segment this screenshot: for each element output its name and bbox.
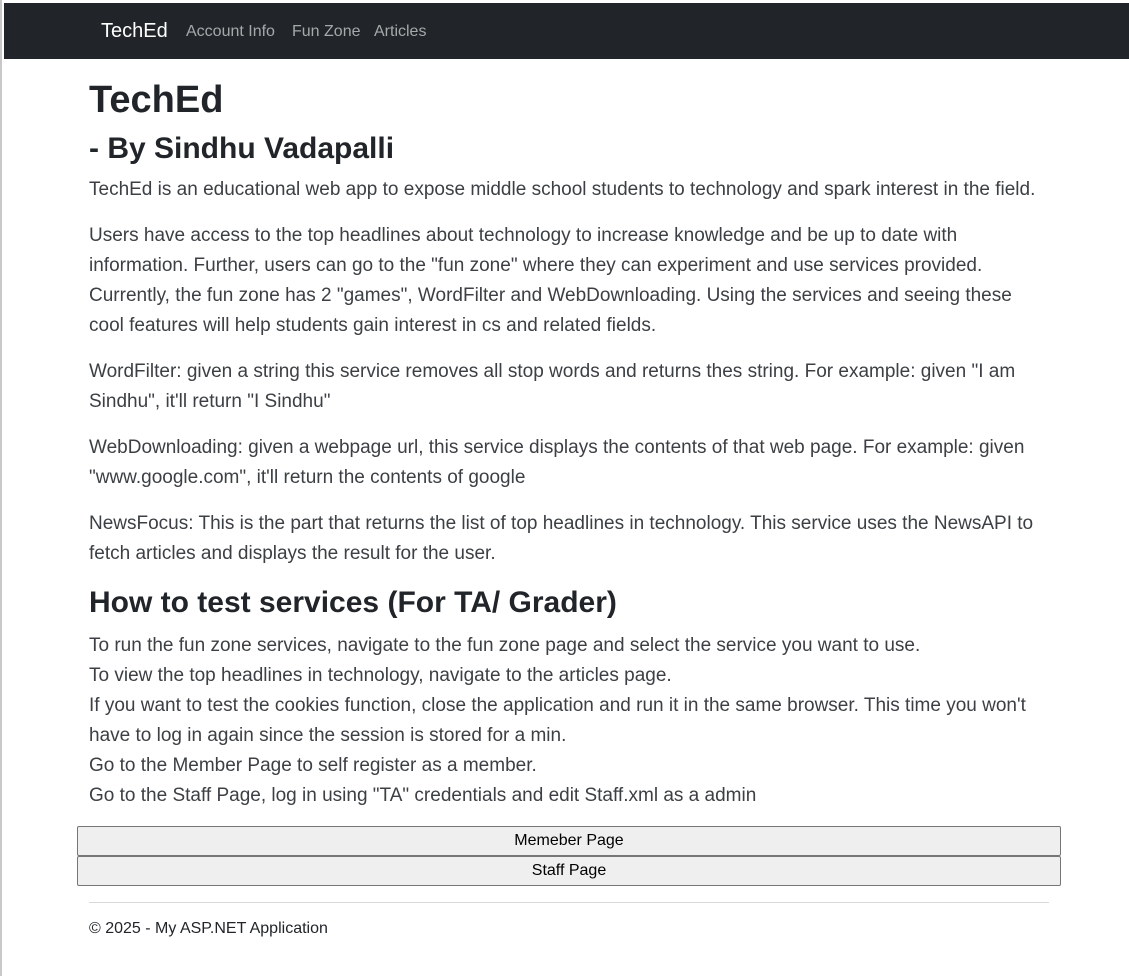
- navbar: [4, 3, 1129, 59]
- wordfilter-paragraph: WordFilter: given a string this service removes all stop words and returns thes string. For example: given "I am Sindhu", it'll return "I Sindhu": [89, 361, 1016, 412]
- page-byline: - By Sindhu Vadapalli: [89, 132, 395, 165]
- navbar-brand[interactable]: TechEd: [101, 20, 168, 42]
- howto-instructions: [89, 631, 1049, 811]
- footer-divider: [89, 902, 1049, 903]
- staff-page-button[interactable]: Staff Page: [77, 856, 1061, 886]
- nav-link-articles[interactable]: Articles: [374, 23, 427, 40]
- nav-link-account-info[interactable]: Account Info: [186, 23, 275, 40]
- howto-line-articles: To view the top headlines in technology, navigate to the articles page.: [89, 665, 672, 686]
- nav-link-fun-zone[interactable]: Fun Zone: [292, 23, 361, 40]
- newsfocus-paragraph: NewsFocus: This is the part that returns the list of top headlines in technology. This service uses the NewsAPI to fetch articles and displays the result for the user.: [89, 513, 1034, 564]
- howto-line-fun-zone: To run the fun zone services, navigate to the fun zone page and select the service you want to use.: [89, 635, 921, 656]
- howto-line-member: Go to the Member Page to self register as a member.: [89, 755, 537, 776]
- member-page-button[interactable]: Memeber Page: [77, 826, 1061, 856]
- howto-line-staff: Go to the Staff Page, log in using "TA" credentials and edit Staff.xml as a admin: [89, 785, 757, 806]
- intro-paragraph: TechEd is an educational web app to expose middle school students to technology and spark interest in the field.: [89, 179, 1036, 200]
- howto-line-cookies: If you want to test the cookies function, close the application and run it in the same browser. This time you won't have to log in again since the session is stored for a min.: [89, 695, 1026, 746]
- footer-copyright: © 2025 - My ASP.NET Application: [89, 920, 328, 937]
- webdownloading-paragraph: WebDownloading: given a webpage url, this service displays the contents of that web page. For example: given "www.google.com", it'll return the contents of google: [89, 437, 1025, 488]
- features-paragraph: Users have access to the top headlines about technology to increase knowledge and be up to date with information. Further, users can go to the "fun zone" where they can experiment and use services provided. Currently, the fun zone has 2 "games", WordFilter and WebDownloading. Using the services and seeing these cool features will help students gain interest in cs and related fields.: [89, 225, 1012, 336]
- howto-heading: How to test services (For TA/ Grader): [89, 586, 617, 619]
- page-title: TechEd: [89, 79, 224, 121]
